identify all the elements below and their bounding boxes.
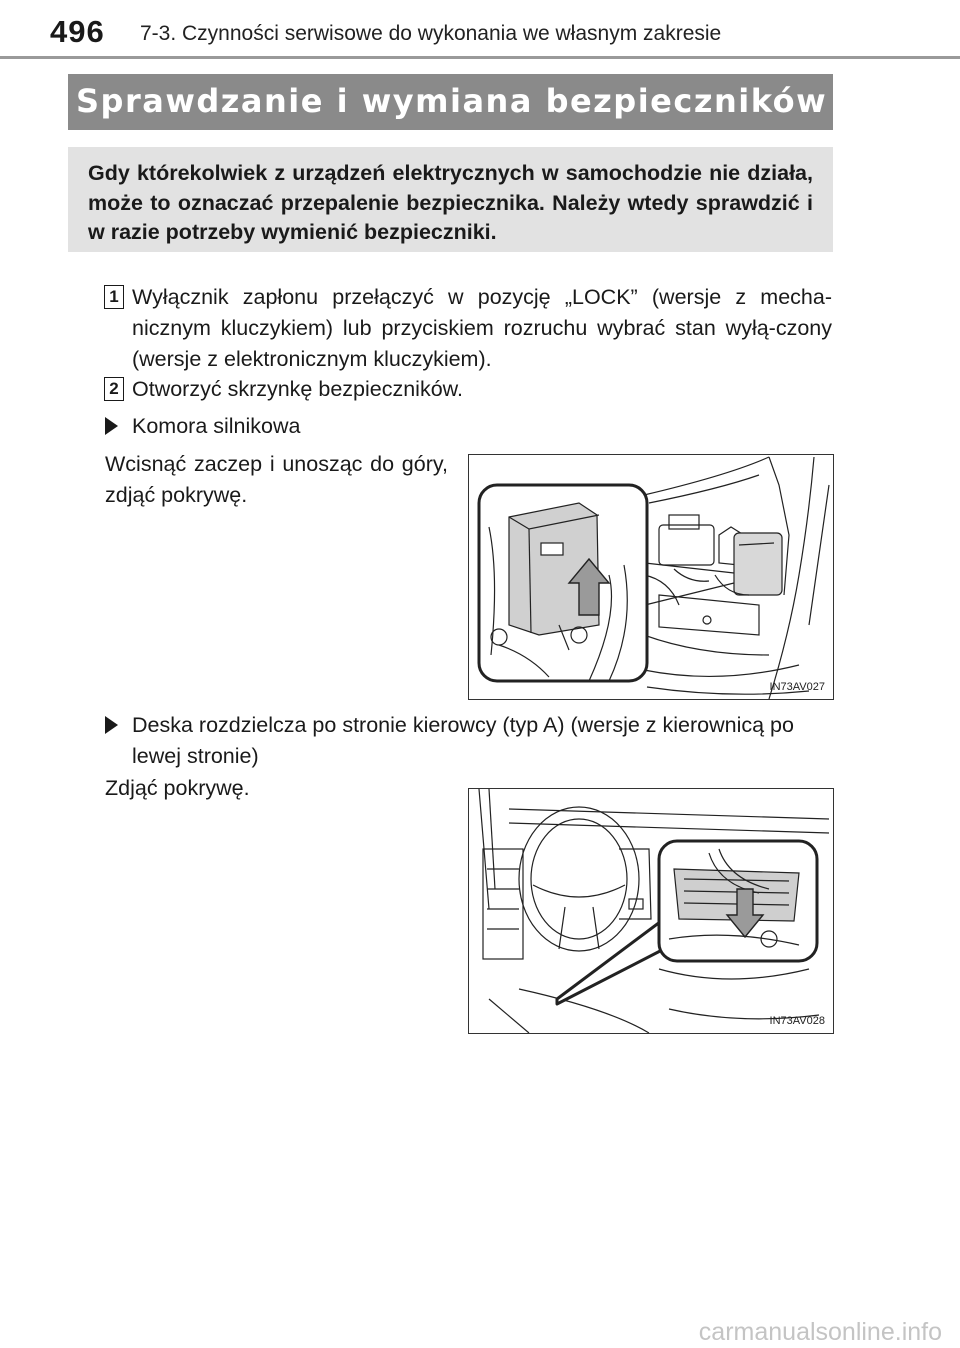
engine-compartment-illustration [469,455,833,699]
figure-dashboard-fuse-box [468,788,834,1034]
step-text: Otworzyć skrzynkę bezpieczników. [132,377,463,401]
step-text: Wyłącznik zapłonu przełączyć w pozycję „LOCK” (wersje z mecha-nicznym kluczykiem) lub przyciskiem rozruchu wybrać stan wyłą-czony (wersje z elektronicznym kluczykiem). [132,285,832,371]
page-header [0,0,960,58]
watermark-text: carmanualsonline.info [698,1318,942,1346]
page-title: Sprawdzanie i wymiana bezpieczników [76,82,828,120]
step-number: 1 [104,285,124,309]
intro-text: Gdy którekolwiek z urządzeń elektrycznych w samochodzie nie działa, może to oznaczać przepalenie bezpiecznika. Należy wtedy sprawdzić i w razie potrzeby wymienić bezpieczniki. [88,161,813,244]
dashboard-illustration [469,789,833,1033]
intro-box [68,147,833,252]
figure-code: IN73AV027 [769,681,825,693]
page-title-band [68,74,833,130]
step-1 [104,282,834,378]
figure-code: IN73AV028 [769,1015,825,1027]
page-number: 496 [50,14,105,49]
bullet-text: Komora silnikowa [132,414,301,438]
section-heading: 7-3. Czynności serwisowe do wykonania we własnym zakresie [140,22,722,45]
bullet-text: Deska rozdzielcza po stronie kierowcy (typ A) (wersje z kierownicą po lewej stronie) [132,713,794,768]
bullet-dashboard [105,710,835,772]
instruction-engine: Wcisnąć zaczep i unosząc do góry, zdjąć pokrywę. [105,452,448,507]
step-number: 2 [104,377,124,401]
step-2 [104,374,834,406]
bullet-engine-compartment [105,411,835,443]
instruction-dashboard: Zdjąć pokrywę. [105,776,250,800]
figure-engine-fuse-box [468,454,834,700]
header-divider [0,56,960,59]
bullet-triangle-icon [105,716,118,734]
bullet-triangle-icon [105,417,118,435]
